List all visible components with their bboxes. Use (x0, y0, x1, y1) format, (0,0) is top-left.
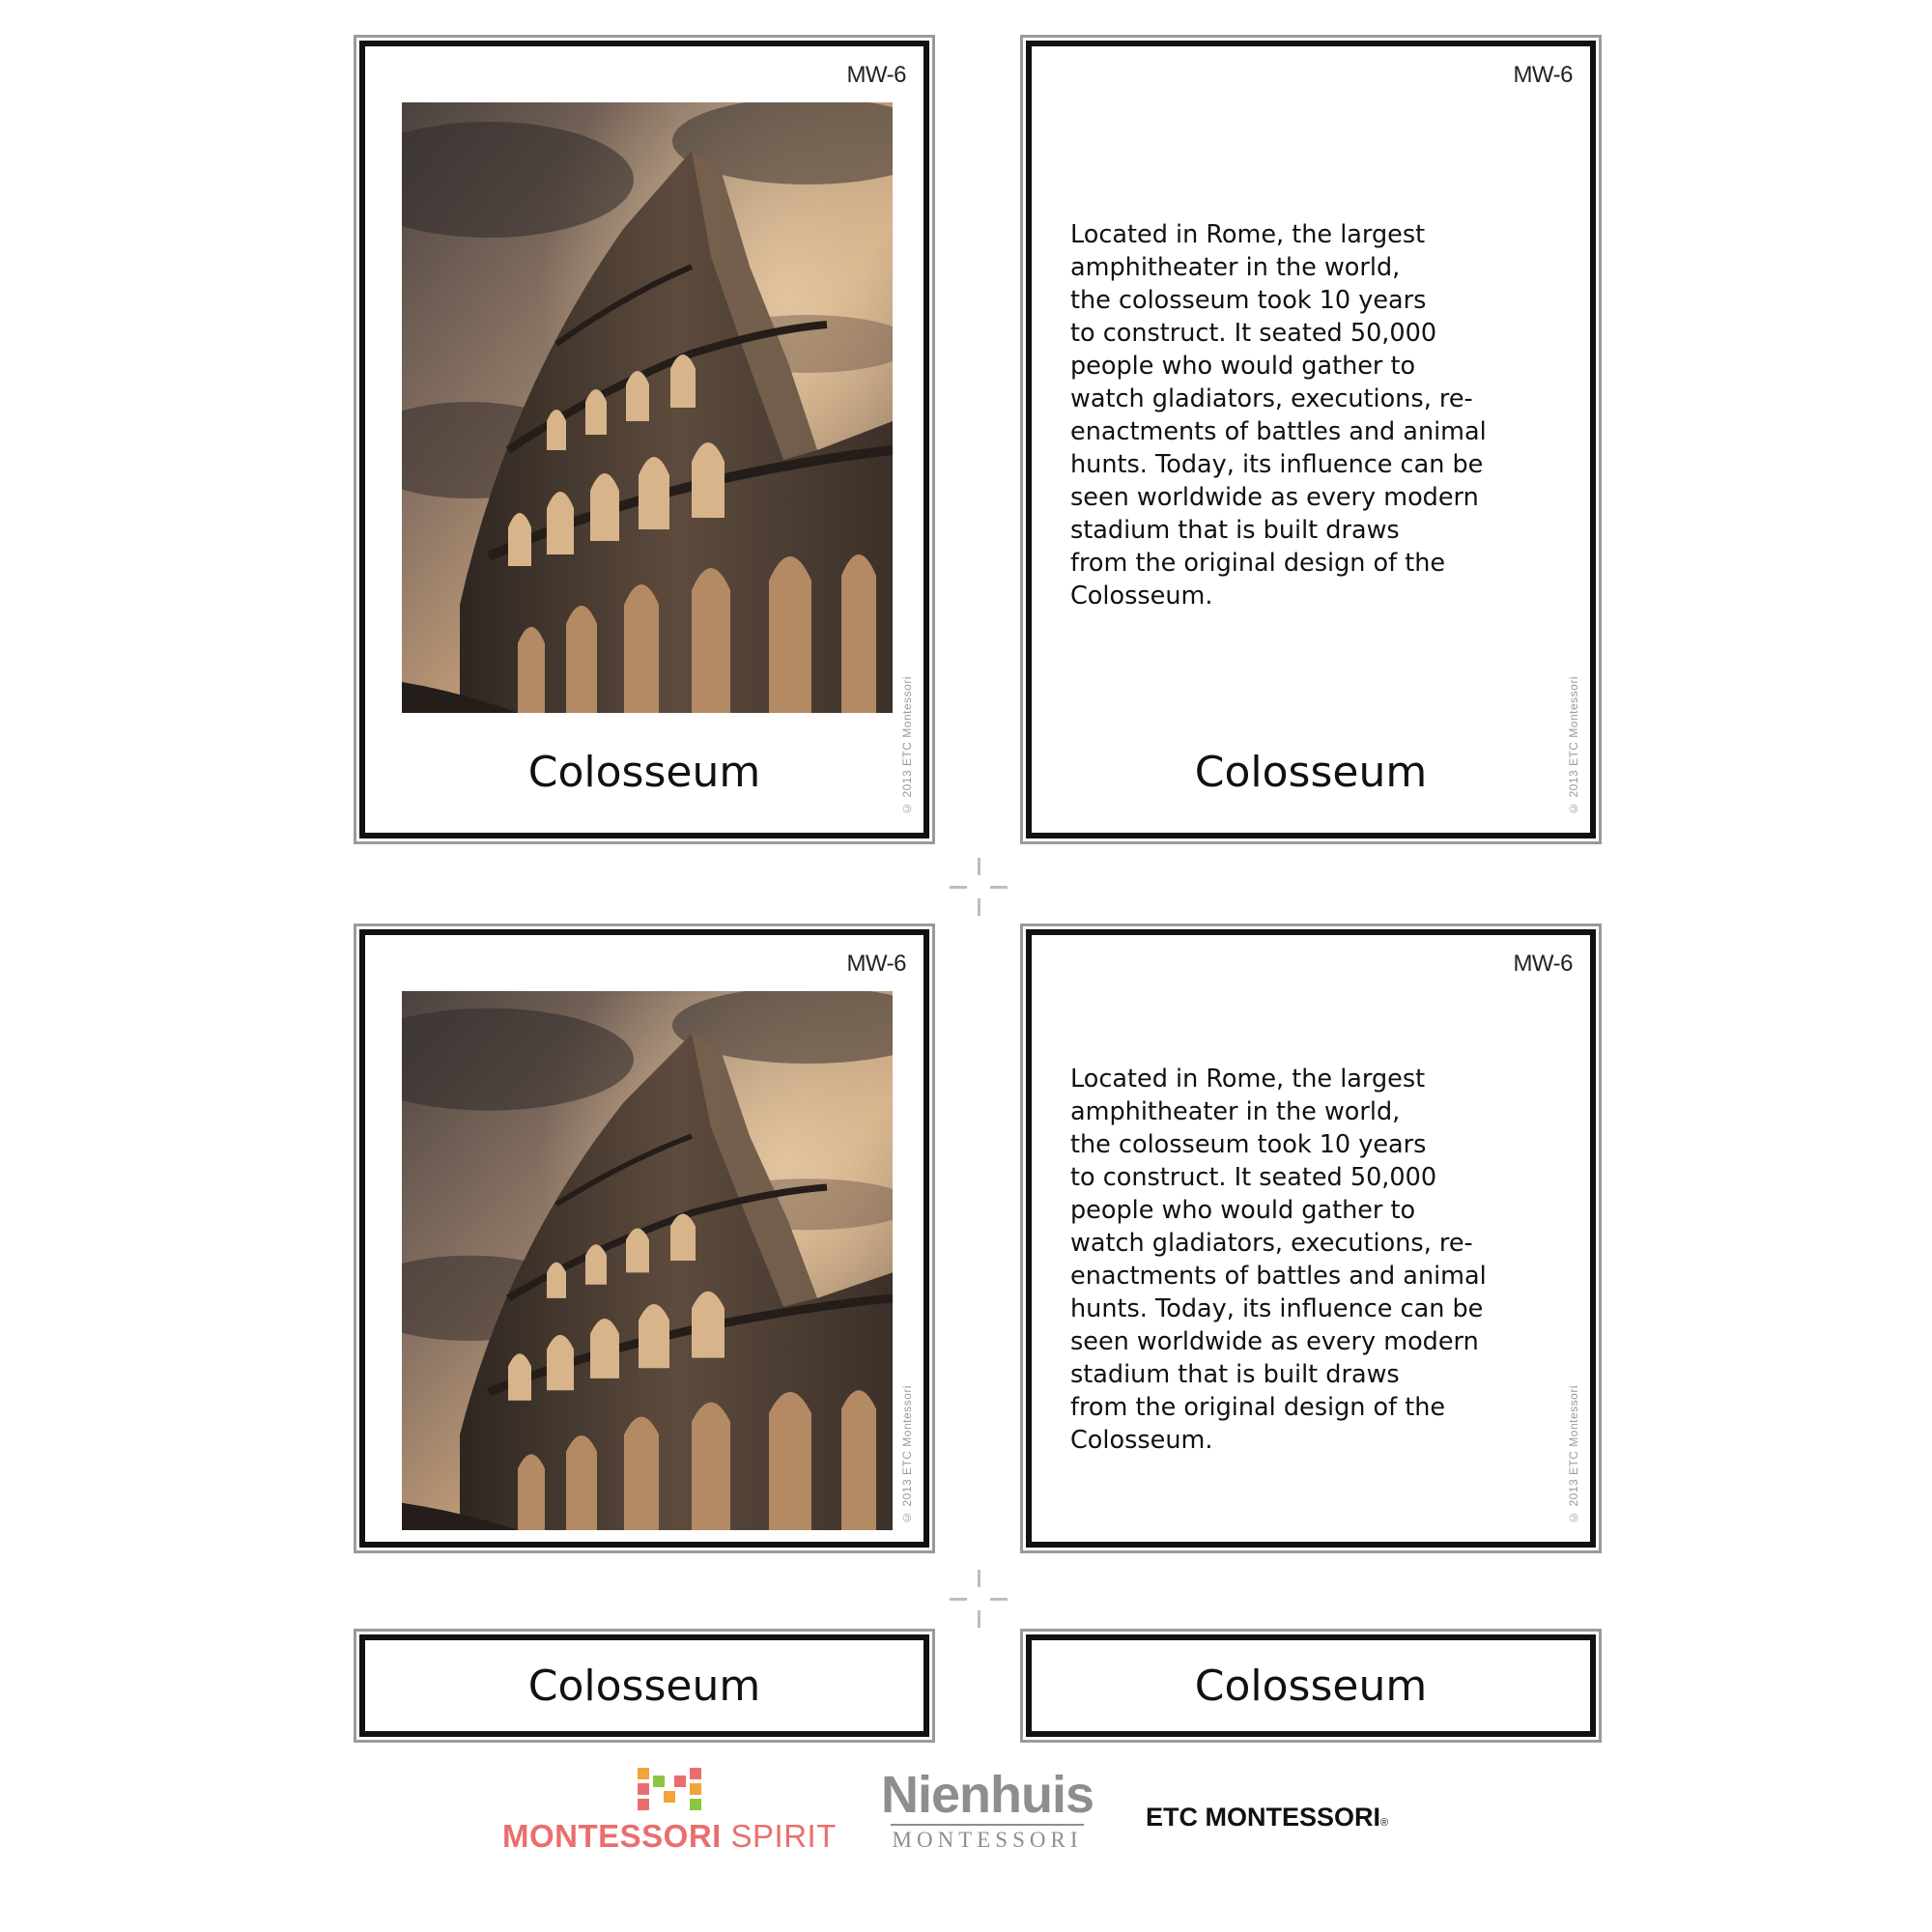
card-code: MW-6 (1513, 951, 1573, 977)
card-description: Located in Rome, the largest amphitheater in the world, the colosseum took 10 years to construct. It seated 50,000 people who would gather to watch gladiators, executions, re- enactments of battles and animal hunts. Today, its influence can be seen worldwide as every modern stadium that is built draws from the original design of the Colosseum. (1070, 1065, 1487, 1455)
card-title: Colosseum (1194, 1662, 1428, 1711)
card-copyright: © 2013 ETC Montessori (1567, 1385, 1580, 1524)
registered-mark: ® (1380, 1817, 1389, 1829)
picture-card-control (359, 929, 929, 1548)
card-description: Located in Rome, the largest amphitheater in the world, the colosseum took 10 years to construct. It seated 50,000 people who would gather to watch gladiators, executions, re- enactments of battles and animal hunts. Today, its influence can be seen worldwide as every modern stadium that is built draws from the original design of the Colosseum. (1070, 220, 1487, 611)
card-code: MW-6 (846, 951, 906, 977)
card-copyright: © 2013 ETC Montessori (900, 676, 914, 815)
picture-card-top (359, 41, 929, 838)
description-card-control (1026, 929, 1596, 1548)
crop-mark (950, 1570, 1008, 1628)
montessori-spirit-logo (502, 1768, 836, 1864)
card-copyright: © 2013 ETC Montessori (900, 1385, 914, 1524)
card-title: Colosseum (527, 1662, 761, 1711)
label-card-right (1026, 1634, 1596, 1737)
card-code: MW-6 (846, 62, 906, 88)
etc-montessori-logo: ETC MONTESSORI® (1146, 1803, 1389, 1832)
label-card-left (359, 1634, 929, 1737)
description-card-top (1026, 41, 1596, 838)
spirit-wordmark: MONTESSORI SPIRIT (502, 1818, 837, 1854)
nienhuis-rule (891, 1824, 1084, 1826)
crop-mark (950, 858, 1008, 916)
nienhuis-logo (881, 1768, 1094, 1864)
nienhuis-wordmark: Nienhuis (881, 1766, 1094, 1824)
spirit-m-icon (638, 1768, 701, 1810)
card-title: Colosseum (527, 748, 761, 797)
colosseum-photo (402, 102, 893, 713)
card-title: Colosseum (1194, 748, 1428, 797)
card-code: MW-6 (1513, 62, 1573, 88)
brand-logos (0, 1768, 1932, 1884)
nienhuis-subtitle: MONTESSORI (892, 1828, 1083, 1852)
card-copyright: © 2013 ETC Montessori (1567, 676, 1580, 815)
colosseum-photo (402, 991, 893, 1530)
